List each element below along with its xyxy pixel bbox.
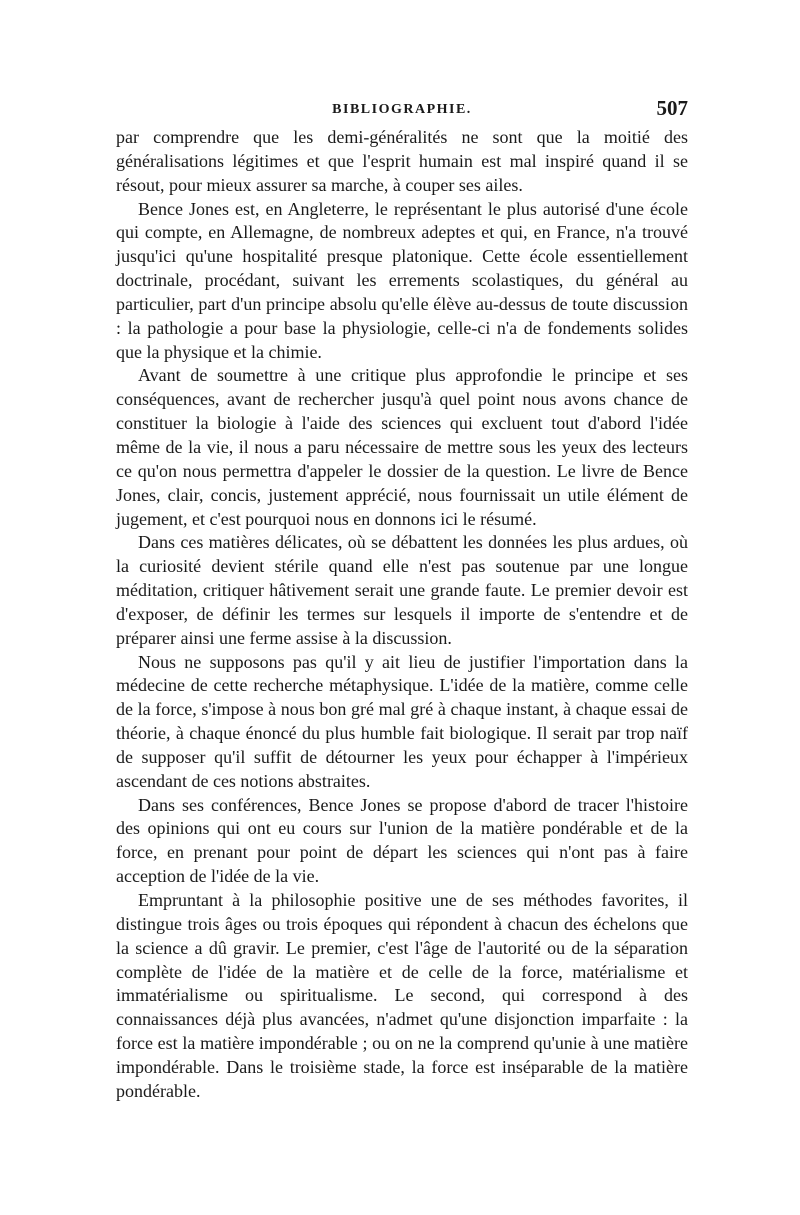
- paragraph-7: Empruntant à la philosophie positive une de ses méthodes favorites, il distingue trois âges ou trois époques qui répondent à chacun des échelons que la science a dû gravir. Le premier, c'est l'âge de l'autorité ou de la séparation complète de l'idée de la matière et de celle de la force, matérialisme et immatérialisme ou spiritualisme. Le second, qui correspond à des connaissances déjà plus avancées, n'admet qu'une disjonction imparfaite : la force est la matière impondérable ; ou on ne la comprend qu'unie à une matière impondérable. Dans le troisième stade, la force est inséparable de la matière pondérable.: [116, 890, 688, 1101]
- paragraph-1: par comprendre que les demi-généralités ne sont que la moitié des généralisations légitimes et que l'esprit humain est mal inspiré quand il se résout, pour mieux assurer sa marche, à couper ses ailes.: [116, 127, 688, 195]
- page-number: 507: [656, 96, 688, 120]
- paragraph-4: Dans ces matières délicates, où se débattent les données les plus ardues, où la curiosité devient stérile quand elle n'est pas soutenue par une longue méditation, critiquer hâtivement serait une grande faute. Le premier devoir est d'exposer, de définir les termes sur lesquels il importe de s'entendre et de préparer ainsi une ferme assise à la discussion.: [116, 532, 688, 648]
- paragraph-3: Avant de soumettre à une critique plus approfondie le principe et ses conséquences, avant de rechercher jusqu'à quel point nous avons chance de constituer la biologie à l'aide des sciences qui excluent tout d'abord l'idée même de la vie, il nous a paru nécessaire de mettre sous les yeux des lecteurs ce qu'on nous permettra d'appeler le dossier de la question. Le livre de Bence Jones, clair, concis, justement apprécié, nous fournissait un utile élément de jugement, et c'est pourquoi nous en donnons ici le résumé.: [116, 365, 688, 529]
- paragraph-5: Nous ne supposons pas qu'il y ait lieu de justifier l'importation dans la médecine de cette recherche métaphysique. L'idée de la matière, comme celle de la force, s'impose à nous bon gré mal gré à chaque instant, à chaque essai de théorie, à chaque énoncé du plus humble fait biologique. Il serait par trop naïf de supposer qu'il suffit de détourner les yeux pour échapper à l'impérieux ascendant de ces notions abstraites.: [116, 651, 688, 791]
- body-text: [116, 126, 688, 1104]
- page-header: [116, 96, 688, 126]
- paragraph-2: Bence Jones est, en Angleterre, le représentant le plus autorisé d'une école qui compte, en Allemagne, de nombreux adeptes et qui, en France, n'a trouvé jusqu'ici qu'une hospitalité presque platonique. Cette école essentiellement doctrinale, procédant, suivant les errements scolastiques, du général au particulier, part d'un principe absolu qu'elle élève au-dessus de toute discussion : la pathologie a pour base la physiologie, celle-ci n'a de fondements solides que la physique et la chimie.: [116, 198, 688, 362]
- document-page: [116, 96, 688, 1104]
- paragraph-6: Dans ses conférences, Bence Jones se propose d'abord de tracer l'histoire des opinions qui ont eu cours sur l'union de la matière pondérable et de la force, en prenant pour point de départ les sciences qui n'ont pas à faire acception de l'idée de la vie.: [116, 794, 688, 887]
- running-title: BIBLIOGRAPHIE.: [332, 102, 472, 117]
